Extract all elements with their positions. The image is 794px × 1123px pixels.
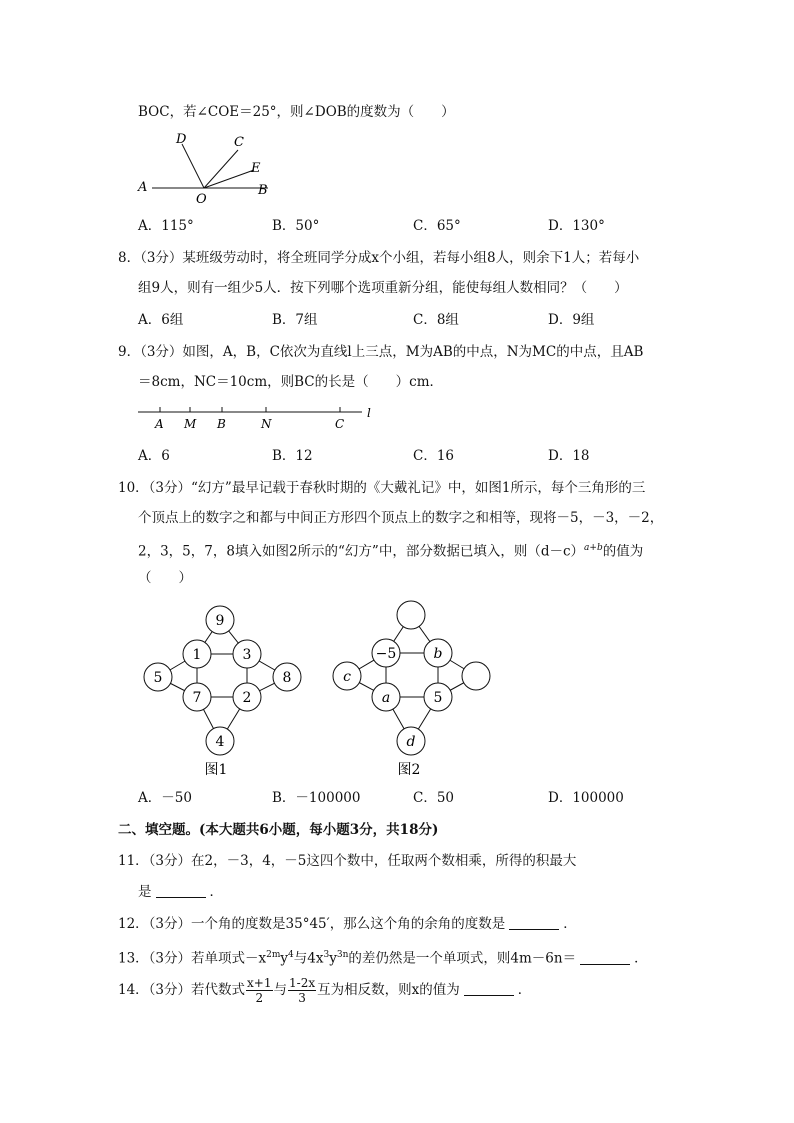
magic-square-fig2	[327, 598, 497, 780]
q10-line1: 10．（3分）“幻方”最早记载于春秋时期的《大戴礼记》中，如图1所示，每个三角形的三	[118, 480, 646, 496]
q13-suffix: ．	[634, 950, 648, 967]
q9-option-b[interactable]: B．12	[272, 448, 313, 464]
q13-part1: 13．（3分）若单项式－x	[118, 950, 267, 967]
q10-option-c[interactable]: C．50	[413, 790, 455, 806]
q14-frac1-den: 2	[255, 991, 264, 1005]
q7-angle-figure	[130, 128, 280, 208]
q10-line4: （ ）	[138, 570, 192, 586]
q10-option-d[interactable]: D．100000	[548, 790, 624, 806]
value-bottom: 4	[215, 734, 225, 750]
label-c: C	[234, 135, 244, 150]
value-top-left: −5	[375, 646, 397, 662]
q14-suffix: ．	[517, 982, 532, 998]
q13-exp4: 3n	[336, 950, 349, 960]
label-m: M	[184, 417, 197, 431]
label-o: O	[196, 192, 207, 207]
q12-answer-blank[interactable]	[509, 915, 559, 930]
q13-part3: 与4x	[293, 950, 324, 967]
q13-exp3: 3	[323, 950, 330, 960]
label-e: E	[251, 161, 261, 176]
q10-option-b[interactable]: B．－100000	[272, 790, 361, 806]
q14-frac2-num: 1-2x	[289, 976, 316, 990]
q14-fraction-2	[288, 976, 316, 1005]
q8-line1: 8．（3分）某班级劳动时，将全班同学分成x个小组，若每小组8人，则余下1人；若每小	[118, 250, 640, 266]
q10-line3	[138, 538, 643, 562]
q14-prefix: 14．（3分）若代数式	[118, 982, 246, 998]
q14-fraction-1	[246, 976, 272, 1005]
q9-option-a[interactable]: A．6	[138, 448, 170, 464]
node-top	[397, 601, 425, 629]
q14-tail: 互为相反数，则x的值为	[317, 982, 460, 998]
value-bottom-left: 7	[192, 690, 202, 706]
value-bottom-right: 2	[242, 690, 252, 706]
label-d: D	[176, 132, 187, 147]
label-b: B	[258, 183, 268, 198]
label-b: B	[217, 417, 226, 431]
q14-frac2-den: 3	[298, 991, 306, 1005]
q12-line	[118, 914, 577, 934]
q7-option-b[interactable]: B．50°	[272, 218, 320, 234]
q10-exponent: a+b	[584, 543, 603, 553]
q13-answer-blank[interactable]	[580, 950, 630, 965]
q13-part4: y	[329, 950, 337, 967]
fig1-caption: 图1	[204, 762, 228, 778]
q11-suffix: ．	[209, 884, 223, 900]
q11-line2	[138, 882, 223, 902]
node-right	[462, 662, 490, 690]
value-top-right: 3	[242, 647, 252, 663]
q7-option-c[interactable]: C．65°	[413, 218, 461, 234]
q10-option-a[interactable]: A．－50	[138, 790, 192, 806]
q11-line1: 11．（3分）在2，－3，4，－5这四个数中，任取两个数相乘，所得的积最大	[118, 853, 577, 869]
q8-option-b[interactable]: B．7组	[272, 312, 318, 328]
q7-option-a[interactable]: A．115°	[138, 218, 194, 234]
q11-answer-blank[interactable]	[156, 883, 206, 898]
label-n: N	[261, 417, 272, 431]
q9-line-figure	[130, 398, 390, 434]
q10-line2: 个顶点上的数字之和都与中间正方形四个顶点上的数字之和相等，现将－5，－3，－2，	[138, 510, 664, 526]
value-bottom-right: 5	[433, 690, 443, 706]
value-top-left: 1	[192, 647, 202, 663]
q9-line1: 9．（3分）如图，A，B，C依次为直线l上三点，M为AB的中点，N为MC的中点，且AB	[118, 344, 644, 360]
q10-line3-prefix: 2，3，5，7，8填入如图2所示的“幻方”中，部分数据已填入，则（d－c）	[138, 543, 585, 560]
q14-line	[118, 976, 531, 1005]
q8-line2: 组9人，则有一组少5人．按下列哪个选项重新分组，能使每组人数相同？（ ）	[138, 280, 628, 296]
q14-mid: 与	[273, 982, 287, 998]
q14-answer-blank[interactable]	[464, 981, 514, 996]
q13-exp2: 4	[288, 950, 294, 960]
value-left: c	[343, 669, 351, 685]
q8-option-a[interactable]: A．6组	[138, 312, 184, 328]
fig2-caption: 图2	[397, 762, 421, 778]
q8-option-c[interactable]: C．8组	[413, 312, 459, 328]
magic-square-fig1	[138, 598, 308, 780]
label-c: C	[335, 417, 345, 431]
ray-od	[182, 144, 204, 188]
q13-exp1: 2m	[266, 950, 281, 960]
label-l: l	[367, 406, 371, 420]
q9-option-c[interactable]: C．16	[413, 448, 455, 464]
q13-part2: y	[280, 950, 289, 967]
label-a: A	[138, 180, 148, 195]
q12-prefix: 12．（3分）一个角的度数是35°45′，那么这个角的余角的度数是	[118, 916, 506, 932]
value-left: 5	[153, 670, 163, 686]
q12-suffix: ．	[563, 916, 577, 932]
q9-line2: ＝8cm，NC＝10cm，则BC的长是（ ）cm．	[138, 374, 443, 390]
q10-line3-suffix: 的值为	[602, 543, 644, 560]
q13-part5: 的差仍然是一个单项式，则4m－6n＝	[348, 950, 577, 967]
value-top: 9	[215, 613, 225, 629]
q9-option-d[interactable]: D．18	[548, 448, 590, 464]
q7-stem: BOC，若∠COE＝25°，则∠DOB的度数为（ ）	[138, 104, 455, 120]
q14-frac1-num: x+1	[247, 976, 272, 990]
label-a: A	[155, 417, 164, 431]
value-bottom-left: a	[381, 690, 391, 706]
q13-line	[118, 945, 648, 969]
q8-option-d[interactable]: D．9组	[548, 312, 595, 328]
value-bottom: d	[406, 734, 416, 750]
q11-prefix: 是	[138, 884, 152, 900]
value-right: 8	[282, 670, 292, 686]
section-2-title: 二、填空题。(本大题共6小题，每小题3分，共18分)	[118, 822, 439, 838]
value-top-right: b	[433, 646, 443, 662]
q7-option-d[interactable]: D．130°	[548, 218, 605, 234]
